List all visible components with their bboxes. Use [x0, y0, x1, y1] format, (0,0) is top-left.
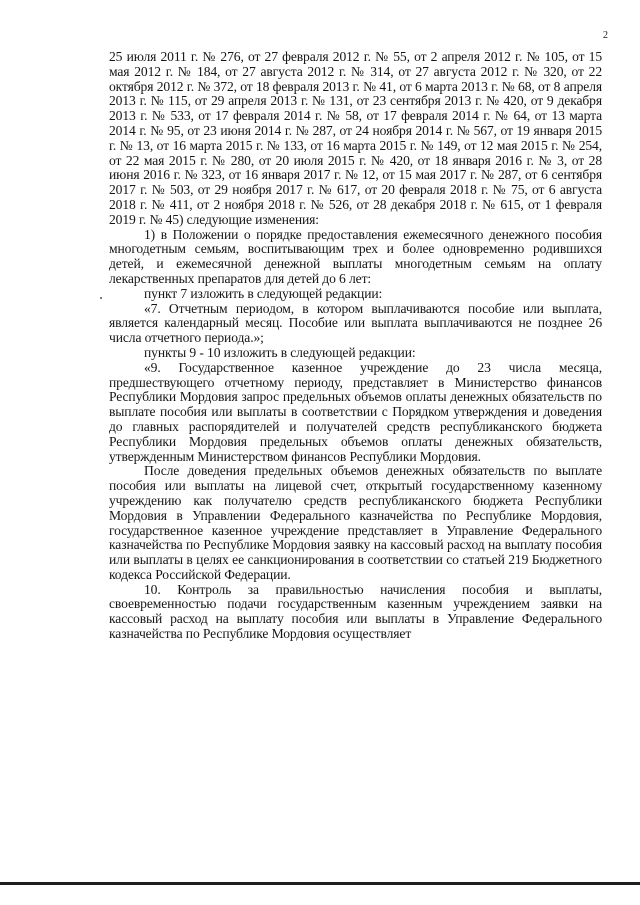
margin-mark — [100, 297, 102, 299]
page-number: 2 — [603, 30, 608, 41]
paragraph-points-9-10-intro: пункты 9 - 10 изложить в следующей редакции: — [144, 344, 416, 360]
paragraph-point-7-text: «7. Отчетным периодом, в котором выплачиваются пособие или выплата, является календарный месяц. Пособие или выплата выплачиваются не позднее 26 числа отчетного периода.»; — [109, 300, 602, 346]
page-bottom-border — [0, 882, 640, 885]
paragraph-amendments-list: 25 июля 2011 г. № 276, от 27 февраля 2012 г. № 55, от 2 апреля 2012 г. № 105, от 15 мая 2012 г. № 184, от 27 августа 2012 г. № 314, от 27 августа 2012 г. № 320, от 22 октября 2012 г. № 372, от 18 февраля 2013 г. № 41, от 6 марта 2013 г. № 68, от 8 апреля 2013 г. № 115, от 29 апреля 2013 г. № 131, от 23 сентября 2013 г. № 420, от 9 декабря 2013 г. № 533, от 17 февраля 2014 г. № 58, от 17 февраля 2014 г. № 64, от 13 марта 2014 г. № 95, от 23 июня 2014 г. № 287, от 24 ноября 2014 г. № 567, от 19 января 2015 г. № 13, от 16 марта 2015 г. № 133, от 16 марта 2015 г. № 149, от 12 мая 2015 г. № 254, от 22 мая 2015 г. № 280, от 20 июля 2015 г. № 420, от 18 января 2016 г. № 3, от 28 июня 2016 г. № 323, от 16 января 2017 г. № 12, от 15 мая 2017 г. № 287, от 6 сентября 2017 г. № 503, от 29 ноября 2017 г. № 617, от 20 февраля 2018 г. № 75, от 6 августа 2018 г. № 411, от 2 ноября 2018 г. № 526, от 28 декабря 2018 г. № 615, от 1 февраля 2019 г. № 45) следующие изменения: — [109, 49, 602, 227]
document-body — [109, 50, 602, 642]
paragraph-point-9-text: «9. Государственное казенное учреждение до 23 числа месяца, предшествующего отчетному периоду, представляет в Министерство финансов Республики Мордовия запрос предельных объемов оплаты денежных обязательств по выплате пособия или выплаты в соответствии с Порядком утверждения и доведения до главных распорядителей и получателей средств республиканского бюджета Республики Мордовия предельных объемов оплаты денежных обязательств, утвержденным Министерством финансов Республики Мордовия. — [109, 359, 602, 464]
paragraph-after-limits: После доведения предельных объемов денежных обязательств по выплате пособия или выплаты на лицевой счет, открытый государственному казенному учреждению как получателю средств республиканского бюджета Республики Мордовия в Управлении Федерального казначейства по Республике Мордовия, государственное казенное учреждение представляет в Управление Федерального казначейства по Республике Мордовия заявку на кассовый расход на выплату пособия или выплаты в целях ее санкционирования в соответствии со статьей 219 Бюджетного кодекса Российской Федерации. — [109, 463, 602, 582]
paragraph-point-10-text: 10. Контроль за правильностью начисления пособия и выплаты, своевременностью подачи государственным казенным учреждением заявки на кассовый расход на выплату пособия или выплаты в Управление Федерального казначейства по Республике Мордовия осуществляет — [109, 581, 602, 642]
paragraph-point-7-intro: пункт 7 изложить в следующей редакции: — [144, 285, 383, 301]
paragraph-item-1: 1) в Положении о порядке предоставления ежемесячного денежного пособия многодетным семьям, воспитывающим трех и более одновременно родившихся детей, и ежемесячной денежной выплаты многодетным семьям на оплату лекарственных препаратов для детей до 6 лет: — [109, 226, 602, 286]
